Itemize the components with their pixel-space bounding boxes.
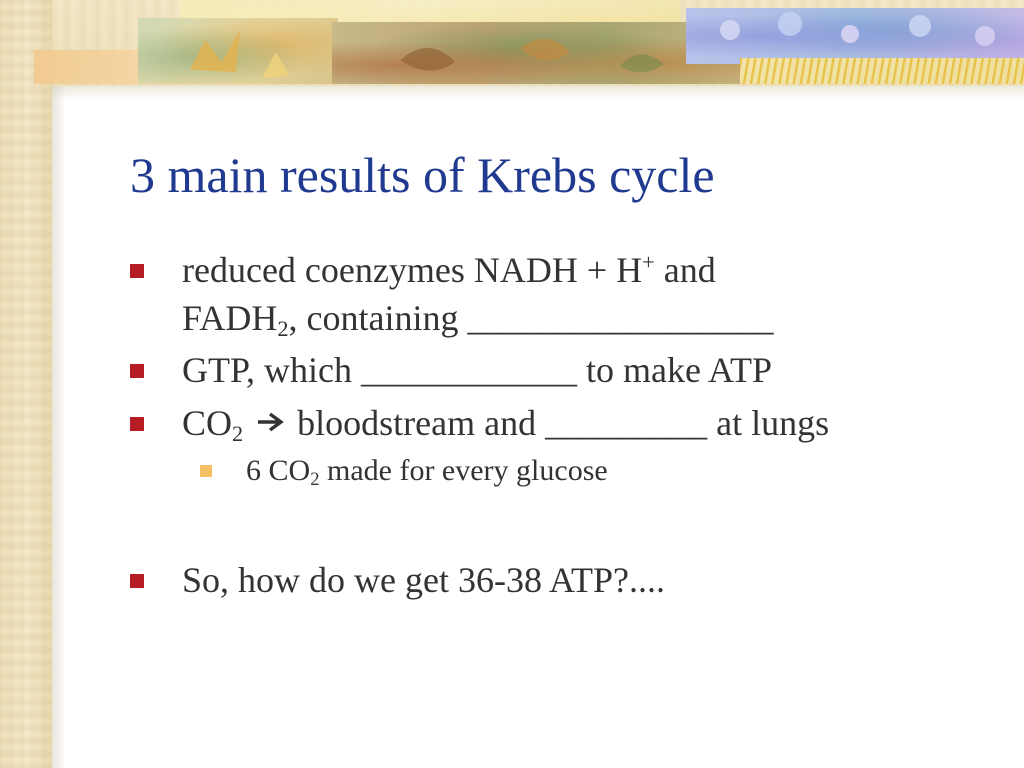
bullet-item-co2	[130, 399, 1000, 447]
bullet-text: reduced coenzymes NADH + H	[182, 250, 643, 290]
square-bullet-icon	[130, 364, 144, 378]
bullet-text-tail: bloodstream and _________ at lungs	[288, 402, 830, 443]
bullet-text: CO	[182, 402, 233, 443]
bullet-item-coenzymes	[130, 246, 1000, 342]
bullet-item-atp-question	[130, 556, 1000, 604]
leaf-collage-icon	[0, 0, 1024, 90]
bullet-item-gtp	[130, 346, 1000, 394]
bullet-text-tail: , containing _________________	[288, 298, 774, 339]
sub-bullet-text-tail: made for every glucose	[319, 453, 608, 487]
bullet-list	[130, 246, 1000, 608]
square-bullet-icon	[130, 417, 144, 431]
subscript: 2	[277, 316, 289, 342]
left-parchment-strip	[0, 0, 52, 768]
slide-title: 3 main results of Krebs cycle	[130, 147, 715, 203]
bullet-line	[182, 294, 1000, 342]
bullet-text: FADH	[182, 298, 278, 339]
square-bullet-icon	[130, 574, 144, 588]
bullet-line	[182, 246, 1000, 294]
bullet-text-tail: and	[654, 250, 716, 290]
square-sub-bullet-icon	[200, 465, 212, 477]
left-strip-shadow	[52, 0, 66, 768]
sub-bullet-text: 6 CO	[246, 453, 311, 487]
sub-bullet-item-glucose	[130, 451, 1000, 490]
bullet-text: So, how do we get 36-38 ATP?....	[182, 559, 665, 600]
subscript: 2	[310, 469, 320, 491]
square-bullet-icon	[130, 264, 144, 278]
subscript: 2	[232, 420, 244, 446]
superscript: +	[642, 249, 655, 275]
right-arrow-icon	[256, 411, 286, 433]
bullet-text: GTP, which ____________ to make ATP	[182, 350, 772, 391]
